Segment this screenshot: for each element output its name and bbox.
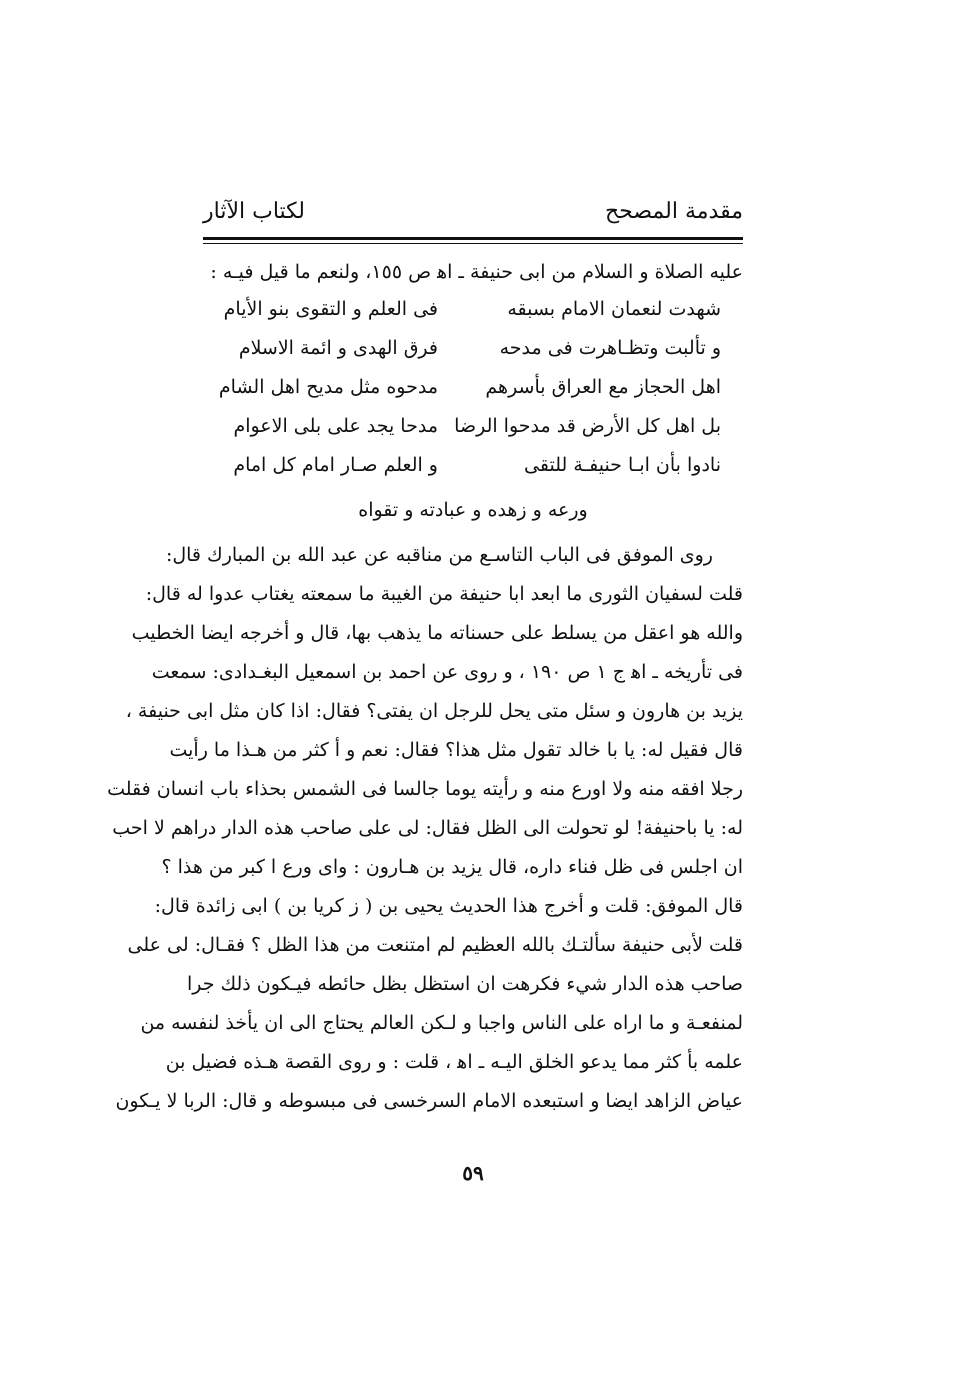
verse-first-hemistich: اهل الحجاز مع العراق بأسرهم — [485, 376, 721, 398]
text-line: علمه بأ كثر مما يدعو الخلق اليـه ـ اﻫ ، قلت : و روى القصة هـذه فضيل بن — [165, 1051, 743, 1073]
body-paragraph — [107, 536, 743, 1121]
poem-verse — [203, 368, 743, 407]
text-line: يزيد بن هارون و سئل متى يحل للرجل ان يفتى؟ فقال: اذا كان مثل ابى حنيفة ، — [125, 700, 743, 722]
poem-verse — [203, 290, 743, 329]
text-line: روى الموفق فى الباب التاسـع من مناقبه عن عبد الله بن المبارك قال: — [165, 544, 713, 566]
text-line: له: يا باحنيفة! لو تحولت الى الظل فقال: لى على صاحب هذه الدار دراهم لا احب — [112, 817, 743, 839]
verse-second-hemistich: و العلم صـار امام كل امام — [233, 454, 438, 476]
poem-verse — [203, 329, 743, 368]
verse-first-hemistich: و تألبت وتظـاهرت فى مدحه — [499, 337, 721, 359]
text-line: والله هو اعقل من يسلط على حسناته ما يذهب بها، قال و أخرجه ايضا الخطيب — [131, 622, 743, 644]
poem-verse — [203, 446, 743, 485]
poem-block — [203, 290, 743, 485]
text-line: قلت لأبى حنيفة سألتـك بالله العظيم لم امتنعت من هذا الظل ؟ فقـال: لى على — [127, 934, 743, 956]
verse-second-hemistich: مدحا يجد على بلى الاعوام — [233, 415, 438, 437]
text-line: عياض الزاهد ايضا و استبعده الامام السرخسى فى مبسوطه و قال: الربا لا يـكون — [115, 1090, 743, 1112]
text-line: قال الموفق: قلت و أخرج هذا الحديث يحيى بن ( ز كريا بن ) ابى زائدة قال: — [154, 895, 743, 917]
text-line: رجلا افقه منه ولا اورع منه و رأيته يوما جالسا فى الشمس بحذاء باب انسان فقلت — [107, 778, 743, 800]
verse-first-hemistich: شهدت لنعمان الامام بسبقه — [507, 298, 721, 320]
text-line: ان اجلس فى ظل فناء داره، قال يزيد بن هـارون : واى ورع ا كبر من هذا ؟ — [161, 856, 743, 878]
text-line: قال فقيل له: يا با خالد تقول مثل هذا؟ فقال: نعم و أ كثر من هـذا ما رأيت — [169, 739, 743, 761]
poem-closing-line: ورعه و زهده و عبادته و تقواه — [358, 499, 588, 521]
verse-first-hemistich: نادوا بأن ابـا حنيفـة للتقى — [524, 454, 721, 476]
header-section-title: مقدمة المصحح — [604, 199, 743, 224]
verse-first-hemistich: بل اهل كل الأرض قد مدحوا الرضا — [454, 415, 721, 437]
running-header — [203, 192, 743, 232]
header-book-title: لكتاب الآثار — [203, 199, 306, 224]
verse-second-hemistich: مدحوه مثل مديح اهل الشام — [218, 376, 438, 398]
verse-second-hemistich: فى العلم و التقوى بنو الأيام — [223, 298, 438, 320]
text-line: قلت لسفيان الثورى ما ابعد ابا حنيفة من الغيبة ما سمعته يغتاب عدوا له قال: — [145, 583, 743, 605]
text-line: فى تأريخه ـ اﻫ ج ١ ص ١٩٠ ، و روى عن احمد بن اسمعيل البغـدادى: سمعت — [151, 661, 743, 683]
header-rule-thin — [203, 243, 743, 244]
poem-verse — [203, 407, 743, 446]
text-line: لمنفعـة و ما اراه على الناس واجبا و لـكن العالم يحتاج الى ان يأخذ لنفسه من — [140, 1012, 743, 1034]
text-line: صاحب هذه الدار شيء فكرهت ان استظل بظل حائطه فيـكون ذلك جرا — [186, 973, 743, 995]
verse-second-hemistich: فرق الهدى و ائمة الاسلام — [238, 337, 438, 359]
page-number: ٥٩ — [462, 1161, 484, 1185]
intro-line: عليه الصلاة و السلام من ابى حنيفة ـ اﻫ ص ١٥٥، ولنعم ما قيل فيـه : — [210, 261, 743, 283]
header-rule-thick — [203, 237, 743, 240]
